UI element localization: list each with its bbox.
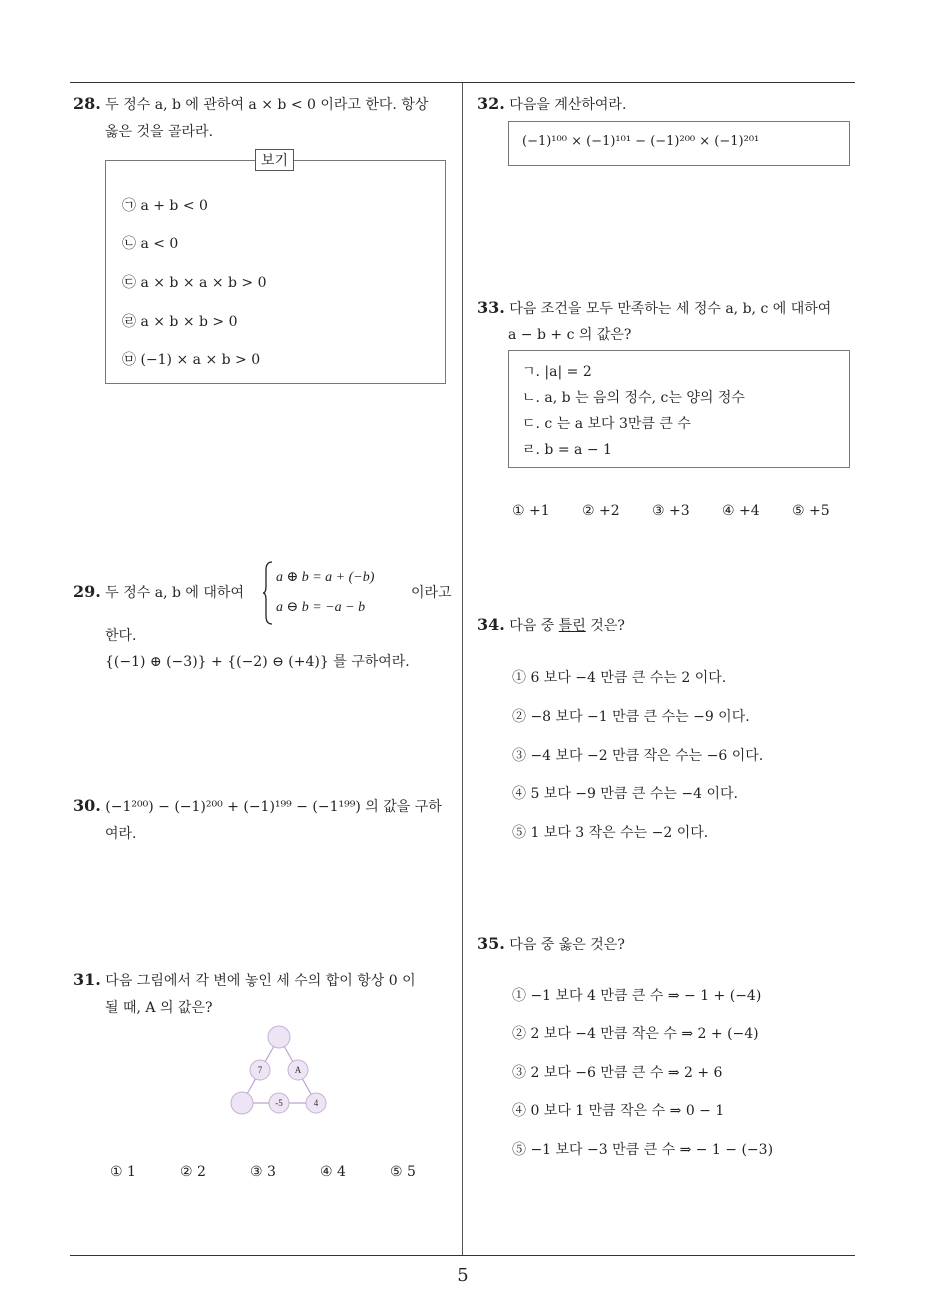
page-number: 5 <box>457 1265 469 1286</box>
triangle-diagram <box>228 1024 332 1119</box>
choice[interactable]: ① 1 <box>110 1164 136 1180</box>
question-text: 여라. <box>105 826 137 842</box>
question-text: 이라고 <box>411 585 452 601</box>
node-bottom-left <box>231 1092 253 1114</box>
expression: (−1)¹⁰⁰ × (−1)¹⁰¹ − (−1)²⁰⁰ × (−1)²⁰¹ <box>522 134 760 149</box>
question-text: 다음 중 옳은 것은? <box>509 937 625 953</box>
question-text: 옳은 것을 골라라. <box>105 124 214 140</box>
bogi-item: ㉡ a < 0 <box>122 236 179 252</box>
question-number: 31. <box>73 970 101 989</box>
choice[interactable]: ① +1 <box>512 503 550 519</box>
node-7-label: 7 <box>257 1065 263 1075</box>
underlined-word: 틀린 <box>558 618 586 634</box>
question-number: 35. <box>477 934 505 953</box>
question-text: 다음 그림에서 각 변에 놓인 세 수의 합이 항상 0 이 <box>105 973 416 989</box>
bogi-title: 보기 <box>255 149 294 171</box>
question-text: 다음을 계산하여라. <box>509 97 627 113</box>
choice[interactable]: ① 6 보다 −4 만큼 큰 수는 2 이다. <box>512 670 727 686</box>
choice[interactable]: ⑤ 5 <box>390 1164 416 1180</box>
choice[interactable]: ③ −4 보다 −2 만큼 작은 수는 −6 이다. <box>512 748 764 764</box>
bogi-item: ㉠ a + b < 0 <box>122 198 208 214</box>
condition: ㄱ. |a| = 2 <box>522 364 592 380</box>
question-text: {(−1) ⊕ (−3)} + {(−2) ⊖ (+4)} 를 구하여라. <box>105 654 410 670</box>
condition: ㄷ. c 는 a 보다 3만큼 큰 수 <box>522 416 691 432</box>
question-text: 다음 중 <box>509 618 559 634</box>
node-top <box>268 1026 290 1048</box>
condition: ㄹ. b = a − 1 <box>522 442 612 458</box>
left-brace <box>262 560 274 626</box>
choice[interactable]: ③ 3 <box>250 1164 276 1180</box>
expression: (−1²⁰⁰) − (−1)²⁰⁰ + (−1)¹⁹⁹ − (−1¹⁹⁹) <box>105 799 361 815</box>
bogi-item: ㉣ a × b × b > 0 <box>122 314 238 330</box>
definition-2: a ⊖ b = −a − b <box>276 600 366 615</box>
column-divider <box>462 83 463 1255</box>
question-number: 29. <box>73 582 101 601</box>
choice[interactable]: ④ 0 보다 1 만큼 작은 수 ⇒ 0 − 1 <box>512 1103 725 1119</box>
question-number: 34. <box>477 615 505 634</box>
bogi-item: ㉢ a × b × a × b > 0 <box>122 275 267 291</box>
definition-1: a ⊕ b = a + (−b) <box>276 570 375 585</box>
question-number: 28. <box>73 94 101 113</box>
question-number: 32. <box>477 94 505 113</box>
question-text: 다음 조건을 모두 만족하는 세 정수 a, b, c 에 대하여 <box>509 301 832 317</box>
question-number: 33. <box>477 298 505 317</box>
node-4-label: 4 <box>313 1098 319 1108</box>
choice[interactable]: ⑤ −1 보다 −3 만큼 큰 수 ⇒ − 1 − (−3) <box>512 1142 774 1158</box>
question-text: 한다. <box>105 628 137 644</box>
choice[interactable]: ② +2 <box>582 503 620 519</box>
bogi-item: ㉤ (−1) × a × b > 0 <box>122 352 261 368</box>
choice[interactable]: ② −8 보다 −1 만큼 큰 수는 −9 이다. <box>512 709 750 725</box>
choice[interactable]: ③ 2 보다 −6 만큼 큰 수 ⇒ 2 + 6 <box>512 1065 723 1081</box>
choice[interactable]: ⑤ 1 보다 3 작은 수는 −2 이다. <box>512 825 709 841</box>
question-text: 것은? <box>585 618 625 634</box>
choice[interactable]: ④ 5 보다 −9 만큼 큰 수는 −4 이다. <box>512 786 738 802</box>
choice[interactable]: ② 2 <box>180 1164 206 1180</box>
question-text: 의 값을 구하 <box>365 799 442 815</box>
choice[interactable]: ① −1 보다 4 만큼 큰 수 ⇒ − 1 + (−4) <box>512 988 762 1004</box>
choice[interactable]: ② 2 보다 −4 만큼 작은 수 ⇒ 2 + (−4) <box>512 1026 759 1042</box>
node-a-label: A <box>294 1065 302 1075</box>
question-text: 두 정수 a, b 에 관하여 a × b < 0 이라고 한다. 항상 <box>105 97 429 113</box>
node-minus5-label: -5 <box>275 1098 283 1108</box>
choice[interactable]: ③ +3 <box>652 503 690 519</box>
choice[interactable]: ⑤ +5 <box>792 503 830 519</box>
question-text: a − b + c 의 값은? <box>508 327 632 343</box>
condition: ㄴ. a, b 는 음의 정수, c는 양의 정수 <box>522 390 745 406</box>
choice[interactable]: ④ 4 <box>320 1164 346 1180</box>
question-text: 두 정수 a, b 에 대하여 <box>105 585 244 601</box>
bottom-rule <box>70 1255 855 1256</box>
question-number: 30. <box>73 796 101 815</box>
choice[interactable]: ④ +4 <box>722 503 760 519</box>
question-text: 될 때, A 의 값은? <box>105 1000 213 1016</box>
